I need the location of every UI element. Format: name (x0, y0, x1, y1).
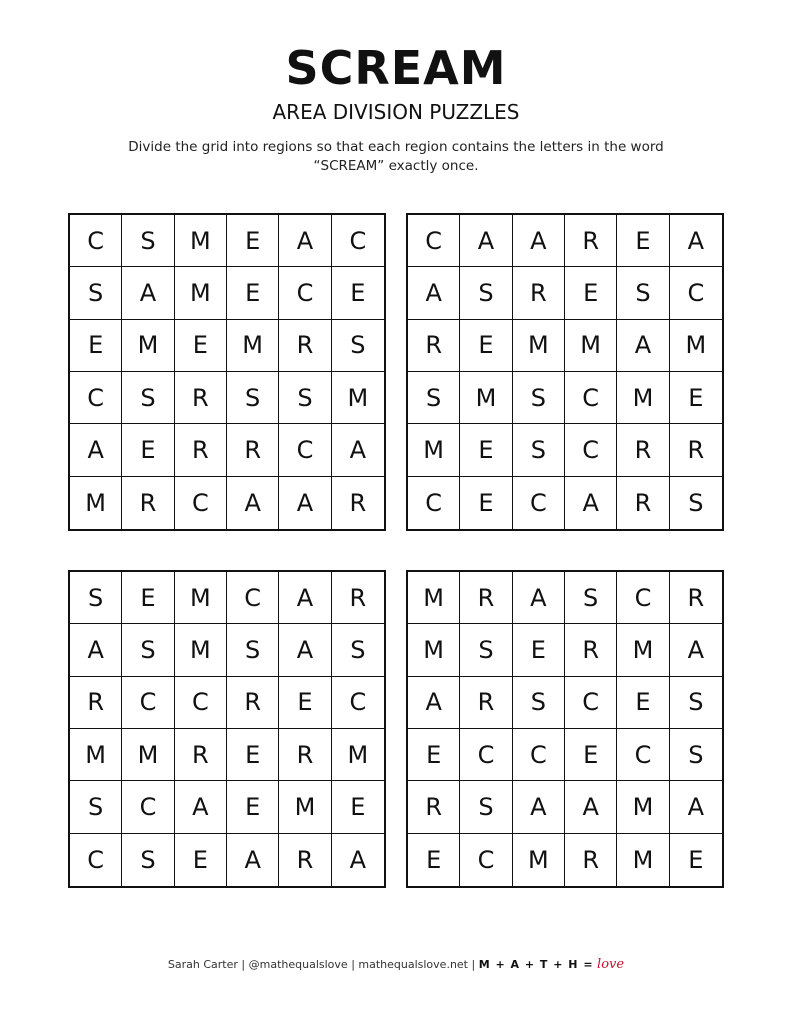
grid-cell: M (175, 267, 227, 319)
grid-cell: E (565, 729, 617, 781)
footer-separator: | (471, 958, 479, 971)
grid-cell: R (460, 677, 512, 729)
grid-cell: C (175, 477, 227, 529)
grid-cell: S (513, 372, 565, 424)
grid-cell: R (70, 677, 122, 729)
grid-cell: E (565, 267, 617, 319)
grid-cell: R (408, 781, 460, 833)
grid-cell: M (408, 424, 460, 476)
grid-cell: A (70, 624, 122, 676)
grid-cell: A (332, 424, 384, 476)
grid-cell: A (460, 215, 512, 267)
grid-cell: E (175, 320, 227, 372)
grid-cell: R (565, 834, 617, 886)
grid-cell: M (460, 372, 512, 424)
grid-cell: A (70, 424, 122, 476)
grid-cell: E (70, 320, 122, 372)
grid-cell: S (332, 320, 384, 372)
grid-cell: S (513, 424, 565, 476)
grid-cell: S (617, 267, 669, 319)
grid-cell: E (460, 477, 512, 529)
grid-cell: A (565, 781, 617, 833)
grid-cell: S (227, 372, 279, 424)
grid-cell: A (279, 477, 331, 529)
puzzle-grid-4 (406, 570, 724, 888)
grid-cell: R (175, 424, 227, 476)
grid-cell: M (70, 477, 122, 529)
grid-cell: E (617, 677, 669, 729)
grid-cell: R (565, 624, 617, 676)
grid-cell: E (617, 215, 669, 267)
grid-cell: M (513, 834, 565, 886)
grid-cell: C (565, 372, 617, 424)
grid-cell: S (332, 624, 384, 676)
grid-cell: M (332, 729, 384, 781)
grid-cell: S (670, 677, 722, 729)
grid-cell: M (70, 729, 122, 781)
footer-handle: @mathequalslove (248, 958, 348, 971)
grid-cell: E (332, 267, 384, 319)
grid-cell: C (70, 215, 122, 267)
grid-cell: M (408, 624, 460, 676)
grid-cell: E (408, 834, 460, 886)
grid-cell: E (122, 424, 174, 476)
grid-cell: A (279, 624, 331, 676)
grid-cell: C (408, 477, 460, 529)
grid-cell: A (279, 215, 331, 267)
grid-cell: E (122, 572, 174, 624)
grid-cell: R (227, 424, 279, 476)
grid-cell: E (670, 372, 722, 424)
grid-cell: C (70, 834, 122, 886)
grid-cell: R (279, 834, 331, 886)
grid-cell: A (349, 845, 367, 874)
grid-cell: E (227, 729, 279, 781)
grid-cell: A (227, 477, 279, 529)
grid-cell: C (279, 267, 331, 319)
grid-cell: E (279, 677, 331, 729)
grid-cell: M (279, 781, 331, 833)
grid-cell: A (670, 215, 722, 267)
grid-cell: S (688, 488, 704, 517)
grid-cell: R (175, 729, 227, 781)
grid-cell: R (332, 572, 384, 624)
grid-cell: E (227, 215, 279, 267)
grid-cell: A (408, 267, 460, 319)
grid-cell: E (175, 834, 227, 886)
puzzle-grid-3 (68, 570, 386, 888)
grid-cell: R (617, 477, 669, 529)
grid-cell: A (513, 215, 565, 267)
grid-cell: C (122, 677, 174, 729)
grid-cell: C (279, 424, 331, 476)
grid-cell: C (122, 781, 174, 833)
grid-cell: M (175, 215, 227, 267)
grid-cell: C (332, 677, 384, 729)
grid-cell: S (70, 267, 122, 319)
grid-cell: S (122, 372, 174, 424)
grid-cell: M (175, 624, 227, 676)
grid-cell: C (332, 215, 384, 267)
footer-separator: | (351, 958, 359, 971)
grid-cell: E (460, 424, 512, 476)
grid-cell: S (460, 781, 512, 833)
grid-cell: C (513, 477, 565, 529)
footer-author: Sarah Carter (167, 958, 238, 971)
grid-cell: S (227, 624, 279, 676)
grid-cell: A (565, 477, 617, 529)
grid-cell: S (513, 677, 565, 729)
grid-cell: E (688, 845, 704, 874)
grid-cell: M (122, 729, 174, 781)
grid-cell: A (279, 572, 331, 624)
grid-cell: M (670, 320, 722, 372)
grid-cell: A (122, 267, 174, 319)
grid-cell: E (513, 624, 565, 676)
puzzle-grid-1 (68, 213, 386, 531)
grid-cell: R (670, 424, 722, 476)
grid-cell: R (670, 572, 722, 624)
grid-cell: S (408, 372, 460, 424)
grid-cell: A (227, 834, 279, 886)
grid-cell: A (513, 572, 565, 624)
grid-cell: E (408, 729, 460, 781)
grid-cell: A (175, 781, 227, 833)
grid-cell: S (122, 834, 174, 886)
grid-cell: M (617, 781, 669, 833)
grid-cell: C (565, 677, 617, 729)
grid-cell: A (670, 781, 722, 833)
page-subtitle: AREA DIVISION PUZZLES (272, 100, 520, 124)
grid-cell: C (670, 267, 722, 319)
grid-cell: R (408, 320, 460, 372)
grid-cell: M (175, 572, 227, 624)
grid-cell: C (227, 572, 279, 624)
grid-cell: M (122, 320, 174, 372)
grid-cell: C (70, 372, 122, 424)
grid-cell: S (122, 624, 174, 676)
grid-cell: C (565, 424, 617, 476)
grid-cell: E (227, 267, 279, 319)
grid-cell: R (227, 677, 279, 729)
grid-cell: C (617, 729, 669, 781)
grid-cell: E (332, 781, 384, 833)
grid-cell: M (513, 320, 565, 372)
grid-cell: C (460, 729, 512, 781)
grid-cell: C (513, 729, 565, 781)
page-title: SCREAM (285, 41, 507, 95)
grid-cell: M (565, 320, 617, 372)
grid-cell: A (513, 781, 565, 833)
grid-cell: M (617, 372, 669, 424)
grid-cell: M (332, 372, 384, 424)
grid-cell: R (122, 477, 174, 529)
grid-cell: C (408, 215, 460, 267)
grid-cell: C (617, 572, 669, 624)
grid-cell: R (279, 729, 331, 781)
grid-cell: S (565, 572, 617, 624)
grid-cell: S (460, 267, 512, 319)
grid-cell: E (460, 320, 512, 372)
footer (0, 957, 792, 973)
grid-cell: M (227, 320, 279, 372)
grid-cell: R (565, 215, 617, 267)
grid-cell: S (279, 372, 331, 424)
puzzle-grid-2 (406, 213, 724, 531)
instructions-text: Divide the grid into regions so that each region contains the letters in the word “SCREAM” exactly once. (128, 139, 664, 174)
footer-brand: M + A + T + H = (478, 958, 594, 971)
grid-cell: A (670, 624, 722, 676)
grid-cell: S (70, 572, 122, 624)
grid-cell: S (70, 781, 122, 833)
grid-cell: R (513, 267, 565, 319)
grid-cell: C (460, 834, 512, 886)
grid-cell: S (122, 215, 174, 267)
grid-cell: R (617, 424, 669, 476)
footer-love-logo: love (597, 957, 625, 972)
grid-cell: R (460, 572, 512, 624)
footer-site: mathequalslove.net (358, 958, 468, 971)
grid-cell: E (227, 781, 279, 833)
grid-cell: S (670, 729, 722, 781)
grid-cell: R (279, 320, 331, 372)
grid-cell: S (460, 624, 512, 676)
grid-cell: R (349, 488, 367, 517)
grid-cell: C (175, 677, 227, 729)
grid-cell: M (617, 834, 669, 886)
grid-cell: M (617, 624, 669, 676)
grid-cell: M (408, 572, 460, 624)
grid-cell: A (408, 677, 460, 729)
grid-cell: A (617, 320, 669, 372)
footer-separator: | (241, 958, 249, 971)
grid-cell: R (175, 372, 227, 424)
